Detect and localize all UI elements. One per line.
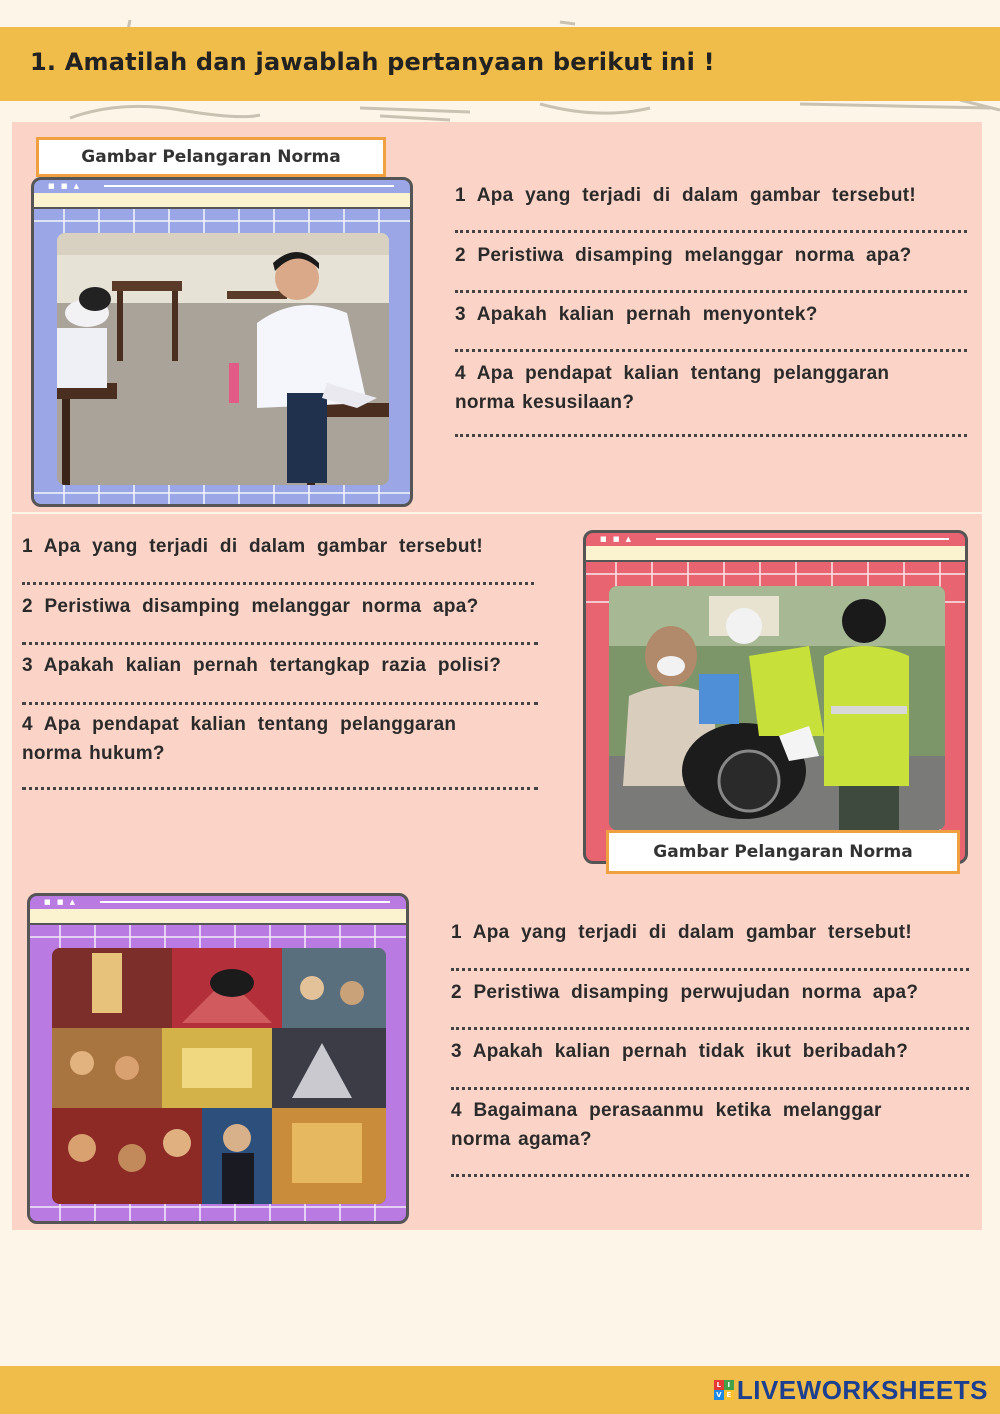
- question-2: 2 Peristiwa disamping melanggar norma apa?: [455, 245, 912, 266]
- frame-strip: [34, 193, 410, 209]
- section-3-questions: [451, 920, 971, 1190]
- question-2: 2 Peristiwa disamping melanggar norma apa?: [22, 596, 479, 617]
- question-1: 1 Apa yang terjadi di dalam gambar tersebut!: [451, 922, 912, 943]
- liveworksheets-logo-icon: L I V E: [714, 1380, 734, 1400]
- section-1-caption: Gambar Pelangaran Norma: [36, 137, 386, 177]
- frame-strip: [30, 909, 406, 925]
- frame-titlebar: ■ ■ ▲: [34, 180, 410, 193]
- answer-line-2[interactable]: [451, 1027, 969, 1030]
- answer-line-3[interactable]: [22, 702, 538, 705]
- answer-line-2[interactable]: [22, 642, 538, 645]
- question-1: 1 Apa yang terjadi di dalam gambar tersebut!: [22, 536, 483, 557]
- question-4-cont: norma hukum?: [22, 743, 165, 764]
- question-3: 3 Apakah kalian pernah menyontek?: [455, 304, 818, 325]
- answer-line-4[interactable]: [22, 787, 538, 790]
- page-title: 1. Amatilah dan jawablah pertanyaan berikut ini !: [30, 48, 715, 76]
- answer-line-2[interactable]: [455, 290, 967, 293]
- classroom-cheating-photo: [57, 233, 389, 485]
- question-4-cont: norma agama?: [451, 1129, 592, 1150]
- answer-line-4[interactable]: [451, 1174, 969, 1177]
- answer-line-3[interactable]: [451, 1087, 969, 1090]
- question-4: 4 Apa pendapat kalian tentang pelanggaran: [22, 714, 457, 735]
- question-3: 3 Apakah kalian pernah tertangkap razia polisi?: [22, 655, 502, 676]
- answer-line-3[interactable]: [455, 349, 967, 352]
- police-raid-photo: [609, 586, 945, 830]
- question-2: 2 Peristiwa disamping perwujudan norma apa?: [451, 982, 919, 1003]
- logo-text: LIVEWORKSHEETS: [736, 1374, 988, 1405]
- frame-titlebar: ■ ■ ▲: [30, 896, 406, 909]
- liveworksheets-logo[interactable]: [714, 1375, 988, 1405]
- answer-line-1[interactable]: [451, 968, 969, 971]
- answer-line-1[interactable]: [455, 230, 967, 233]
- religious-activities-collage: [52, 948, 386, 1204]
- question-1: 1 Apa yang terjadi di dalam gambar tersebut!: [455, 185, 916, 206]
- frame-strip: [586, 546, 965, 562]
- section-1-questions: [455, 183, 970, 453]
- question-3: 3 Apakah kalian pernah tidak ikut beribadah?: [451, 1041, 909, 1062]
- question-4: 4 Apa pendapat kalian tentang pelanggaran: [455, 363, 890, 384]
- question-4: 4 Bagaimana perasaanmu ketika melanggar: [451, 1100, 882, 1121]
- answer-line-4[interactable]: [455, 434, 967, 437]
- section-2-caption: Gambar Pelangaran Norma: [606, 830, 960, 874]
- frame-titlebar: ■ ■ ▲: [586, 533, 965, 546]
- question-4-cont: norma kesusilaan?: [455, 392, 635, 413]
- answer-line-1[interactable]: [22, 582, 534, 585]
- section-divider: [0, 512, 1000, 514]
- section-2-questions: [22, 534, 542, 804]
